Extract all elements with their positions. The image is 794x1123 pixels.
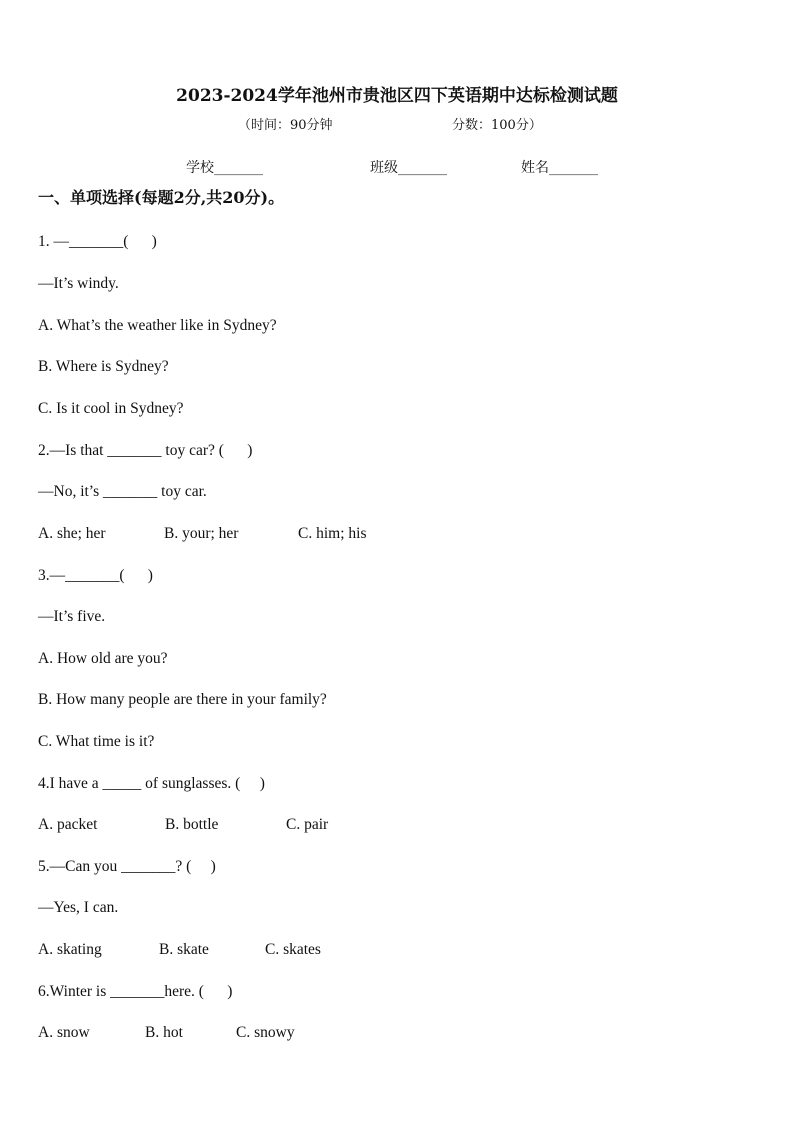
question-2-option-b: B. your; her [164,525,239,542]
question-2-option-c: C. him; his [298,525,367,542]
question-3-option-b: B. How many people are there in your family? [38,691,327,708]
question-4-option-b: B. bottle [165,816,219,833]
question-1-option-b: B. Where is Sydney? [38,358,169,375]
question-5-answer: —Yes, I can. [38,899,119,916]
question-4-option-a: A. packet [38,816,98,833]
question-3-answer: —It’s five. [38,608,106,625]
question-4-option-c: C. pair [286,816,329,833]
question-6-stem: 6.Winter is _______here. ( ) [38,983,233,1000]
name-field: 姓名_______ [521,160,598,176]
question-2-answer: —No, it’s _______ toy car. [38,483,207,500]
question-1-option-c: C. Is it cool in Sydney? [38,400,184,417]
question-1-answer: —It’s windy. [38,275,119,292]
question-6-option-a: A. snow [38,1024,90,1041]
question-3-stem: 3.—_______( ) [38,567,153,584]
question-5-option-c: C. skates [265,941,321,958]
question-6-option-c: C. snowy [236,1024,295,1041]
question-4-stem: 4.I have a _____ of sunglasses. ( ) [38,775,265,792]
question-1-option-a: A. What’s the weather like in Sydney? [38,317,277,334]
exam-score: 分数：100分） [452,118,542,133]
page-title: 2023-2024学年池州市贵池区四下英语期中达标检测试题 [176,86,618,106]
question-6-option-b: B. hot [145,1024,183,1041]
question-5-option-a: A. skating [38,941,102,958]
question-2-stem: 2.—Is that _______ toy car? ( ) [38,442,253,459]
exam-time: （时间：90分钟 [238,118,333,133]
school-field: 学校_______ [186,160,263,176]
question-1-stem: 1. —_______( ) [38,233,157,250]
question-5-option-b: B. skate [159,941,209,958]
question-2-option-a: A. she; her [38,525,106,542]
class-field: 班级_______ [370,160,447,176]
question-5-stem: 5.—Can you _______? ( ) [38,858,216,875]
question-3-option-a: A. How old are you? [38,650,168,667]
section-title: 一、单项选择(每题2分,共20分)。 [38,188,285,207]
question-3-option-c: C. What time is it? [38,733,155,750]
